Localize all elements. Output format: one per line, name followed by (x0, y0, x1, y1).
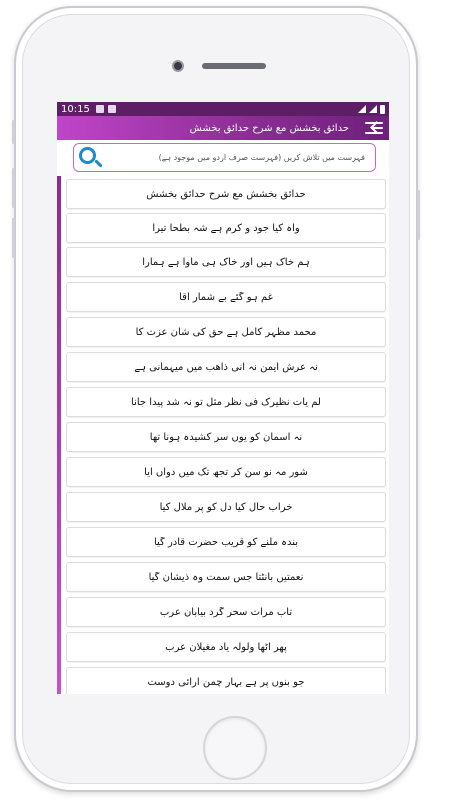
list-item[interactable] (66, 527, 386, 557)
list-item-title: واہ کیا جود و کرم ہے شہ بطحا تیرا (152, 222, 300, 234)
search-bar-container (57, 140, 389, 176)
status-bar (57, 102, 389, 116)
list-item-title: غم ہو گئے بے شمار آقا (179, 291, 273, 303)
app-toolbar (57, 116, 389, 140)
mute-switch (12, 120, 15, 144)
list-item[interactable] (66, 317, 386, 347)
wifi-signal-icon (358, 105, 366, 113)
search-icon[interactable] (76, 144, 106, 172)
list-item[interactable] (66, 492, 386, 522)
list-scroll-accent (57, 176, 61, 694)
list-item[interactable] (66, 422, 386, 452)
earpiece-speaker (202, 63, 266, 69)
app-title: حدائق بخشش مع شرح حدائق بخشش (189, 122, 349, 134)
list-item[interactable] (66, 179, 386, 209)
list-item[interactable] (66, 282, 386, 312)
list-item-title: نعمتیں بانٹتا جس سمت وہ ذیشان گیا (148, 571, 304, 583)
list-item[interactable] (66, 632, 386, 662)
list-item[interactable] (66, 247, 386, 277)
status-time: 10:15 (61, 103, 90, 115)
list-item-title: لم یات نظیرک فی نظر مثل تو نہ شد پیدا جانا (131, 396, 321, 408)
list-item-title: ہم خاک ہیں اور خاک ہی ماوا ہے ہمارا (142, 256, 310, 268)
list-item-title: حدائق بخشش مع شرح حدائق بخشش (146, 188, 306, 200)
volume-down-button (12, 218, 15, 258)
notification-sd-icon (108, 105, 116, 113)
list-item[interactable] (66, 352, 386, 382)
list-item-title: نہ عرش ایمن نہ انی ذاھب میں میہمانی ہے (134, 361, 318, 373)
front-camera (172, 60, 184, 72)
list-item[interactable] (66, 213, 386, 243)
list-item-title: خراب حال کیا دل کو پر ملال کیا (159, 501, 293, 513)
list-item[interactable] (66, 562, 386, 592)
app-screen (57, 102, 389, 694)
search-input[interactable] (106, 146, 375, 170)
cell-signal-icon (369, 105, 377, 113)
list-item-title: شور مہ نو سن کر تجھ تک میں دواں آیا (144, 466, 308, 478)
list-item[interactable] (66, 667, 386, 694)
home-button[interactable] (203, 716, 267, 780)
list-item[interactable] (66, 457, 386, 487)
list-item-title: بندہ ملنے کو قریب حضرت قادر گیا (153, 536, 299, 548)
list-item-title: نہ آسمان کو یوں سر کشیدہ ہونا تھا (149, 431, 303, 443)
list-item[interactable] (66, 597, 386, 627)
list-item-title: پھر اٹھا ولولہ یاد مغیلان عرب (165, 641, 287, 653)
volume-up-button (12, 168, 15, 208)
list-item-title: محمد مظہر کامل ہے حق کی شان عزت کا (135, 326, 317, 338)
list-item[interactable] (66, 387, 386, 417)
list-item-title: تاب مرآت سحر گرد بیابان عرب (159, 606, 293, 618)
list-item-title: جو بنوں پر ہے بہار چمن آرائی دوست (147, 676, 305, 688)
menu-drawer-icon[interactable] (357, 119, 383, 137)
search-box[interactable] (73, 143, 376, 172)
power-button (417, 190, 420, 240)
notification-a-icon (96, 105, 104, 113)
status-indicators (358, 105, 385, 114)
battery-icon (380, 105, 385, 114)
